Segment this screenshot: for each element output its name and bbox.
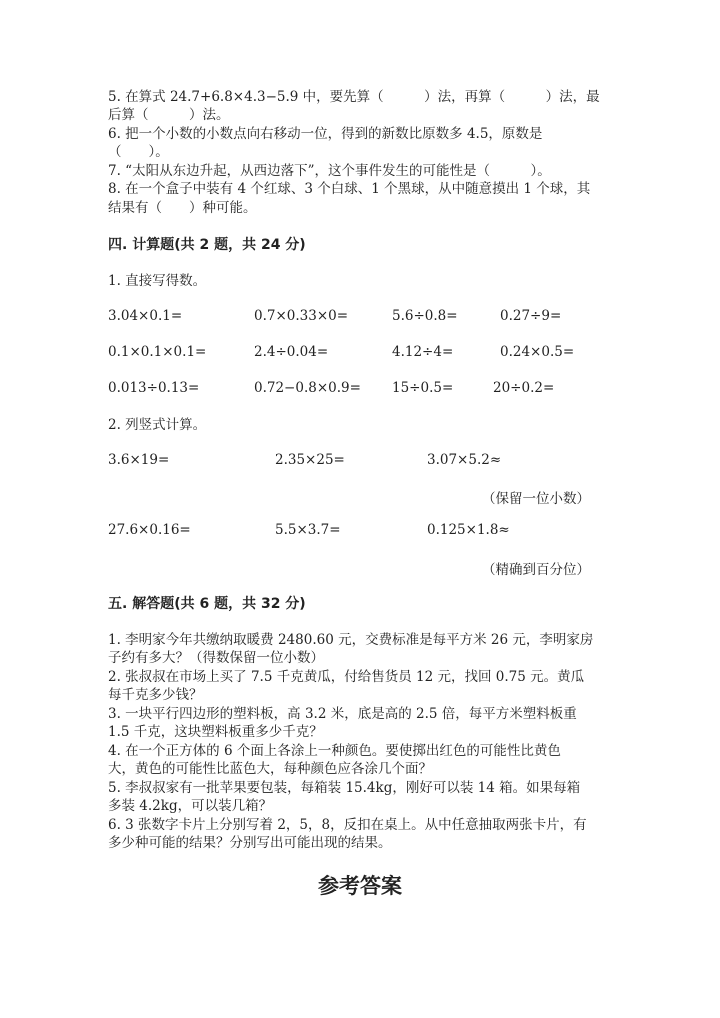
problem-line: 3. 一块平行四边形的塑料板，高 3.2 米，底是高的 2.5 倍，每平方米塑料板重	[108, 706, 577, 722]
fill-in-line: （ ）。	[108, 144, 169, 160]
calc-item: 0.013÷0.13=	[108, 380, 200, 396]
calc-item: 5.6÷0.8=	[392, 308, 458, 324]
fill-in-line: 5. 在算式 24.7+6.8×4.3−5.9 中，要先算（ ）法，再算（ ）法，最	[108, 89, 600, 105]
fill-in-line: 后算（ ）法。	[108, 107, 230, 123]
section-heading: 四. 计算题(共 2 题，共 24 分)	[108, 237, 306, 253]
question-label: 1. 直接写得数。	[108, 273, 207, 289]
problem-line: 每千克多少钱？	[108, 687, 203, 703]
section-heading: 五. 解答题(共 6 题，共 32 分)	[108, 596, 306, 612]
answer-key-title: 参考答案	[318, 874, 402, 898]
calc-item: 0.1×0.1×0.1=	[108, 344, 207, 360]
vertical-calc-item: 3.07×5.2≈	[427, 452, 502, 468]
fill-in-line: 8. 在一个盒子中装有 4 个红球、3 个白球、1 个黑球，从中随意摸出 1 个球，其	[108, 181, 591, 197]
rounding-note: （精确到百分位）	[482, 562, 590, 578]
problem-line: 多少种可能的结果？分别写出可能出现的结果。	[108, 835, 392, 851]
calc-item: 0.27÷9=	[500, 308, 562, 324]
fill-in-line: 结果有（ ）种可能。	[108, 200, 257, 216]
fill-in-line: 6. 把一个小数的小数点向右移动一位，得到的新数比原数多 4.5，原数是	[108, 126, 543, 142]
vertical-calc-item: 3.6×19=	[108, 452, 170, 468]
problem-line: 多装 4.2kg，可以装几箱？	[108, 798, 273, 814]
problem-line: 6. 3 张数字卡片上分别写着 2，5，8，反扣在桌上。从中任意抽取两张卡片，有	[108, 817, 587, 833]
problem-line: 4. 在一个正方体的 6 个面上各涂上一种颜色。要使掷出红色的可能性比黄色	[108, 743, 561, 759]
vertical-calc-item: 5.5×3.7=	[275, 522, 341, 538]
problem-line: 大，黄色的可能性比蓝色大，每种颜色应各涂几个面？	[108, 761, 432, 777]
question-label: 2. 列竖式计算。	[108, 417, 207, 433]
calc-item: 0.72−0.8×0.9=	[254, 380, 361, 396]
vertical-calc-item: 2.35×25=	[275, 452, 345, 468]
calc-item: 3.04×0.1=	[108, 308, 183, 324]
calc-item: 20÷0.2=	[493, 380, 555, 396]
problem-line: 5. 李叔叔家有一批苹果要包装，每箱装 15.4kg，刚好可以装 14 箱。如果每箱	[108, 780, 581, 796]
calc-item: 4.12÷4=	[392, 344, 454, 360]
problem-line: 1. 李明家今年共缴纳取暖费 2480.60 元，交费标准是每平方米 26 元，李明家房	[108, 632, 594, 648]
calc-item: 0.24×0.5=	[500, 344, 575, 360]
vertical-calc-item: 0.125×1.8≈	[427, 522, 510, 538]
rounding-note: （保留一位小数）	[482, 491, 590, 507]
problem-line: 2. 张叔叔在市场上买了 7.5 千克黄瓜，付给售货员 12 元，找回 0.75 元。黄瓜	[108, 669, 585, 685]
calc-item: 0.7×0.33×0=	[254, 308, 349, 324]
calc-item: 2.4÷0.04=	[254, 344, 329, 360]
problem-line: 1.5 千克，这块塑料板重多少千克？	[108, 724, 323, 740]
problem-line: 子约有多大？（得数保留一位小数）	[108, 650, 324, 666]
vertical-calc-item: 27.6×0.16=	[108, 522, 191, 538]
calc-item: 15÷0.5=	[392, 380, 454, 396]
fill-in-line: 7. “太阳从东边升起，从西边落下”，这个事件发生的可能性是（ ）。	[108, 163, 551, 179]
